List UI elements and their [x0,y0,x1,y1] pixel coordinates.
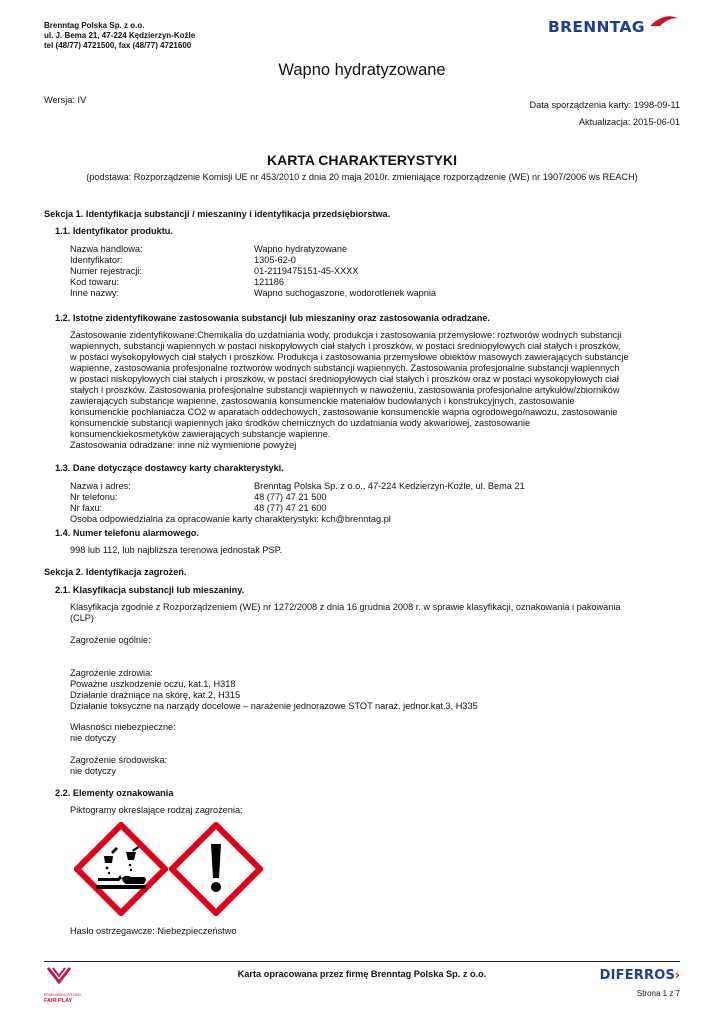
uses-line: stałych i proszków. Zastosowania profesjonalne substancji wapiennych w nawożeniu, zastosowania profesjonalne artykułów/zbiorników [70,385,620,395]
company-address: ul. J. Bema 21, 47-224 Kędzierzyn-Koźle [44,31,196,40]
classification-text [70,602,621,624]
footer-prepared-by: Karta opracowana przez firmę Brenntag Polska Sp. z o.o. [237,969,487,979]
s14-heading: 1.4. Numer telefonu alarmowego. [55,528,199,538]
brenntag-swoosh-icon [648,14,680,38]
uses-line: konsumenckie substancji wapiennych jako środków chemicznych do uzdatniania wody akwariowej, zastosowanie [70,418,531,428]
company-info [44,21,195,51]
supplier-details [70,481,525,525]
uses-line: Zastosowanie zidentyfikowane:Chemikalia do uzdatniania wody, produkcja i zastosowania przemysłowe: roztworów wodnych substancji [70,330,622,340]
product-identifiers [70,244,436,299]
uses-line: wapienne, zastosowania profesjonalne roztworów wodnych substancji wapiennych. Zastosowania profesjonalne substancji wapiennych [70,363,620,373]
id-value: Wapno suchogaszone, wodorotlenek wapnia [254,288,436,298]
physical-value: nie dotyczy [70,733,116,743]
id-row [70,255,436,266]
brenntag-logo [548,14,680,40]
uses-line: Zastosowania odradzane: inne niż wymienione powyżej [70,440,297,450]
fair-play-top: PRZEDSIĘBIORSTWO [44,993,81,997]
emergency-phone: 998 lub 112, lub najbliższa terenowa jednostak PSP. [70,545,283,555]
supplier-label: Nr faxu: [70,503,103,513]
diferros-logo [600,966,680,984]
supplier-value: Brenntag Polska Sp. z o.o., 47-224 Kedzierzyn-Koźle, ul. Bema 21 [254,481,525,491]
supplier-row [70,481,525,492]
responsible-person: Osoba odpowiedzialna za opracowanie karty charakterystyki: kch@brenntag.pl [70,514,391,524]
id-value: 121186 [254,277,284,287]
physical-hazard [70,722,176,744]
id-value: 01-2119475151-45-XXXX [254,266,359,276]
id-label: Kod towaru: [70,277,120,287]
corrosion-pictogram-icon [74,822,168,916]
fair-play-label: FAIR PLAY [44,998,73,1004]
s13-heading: 1.3. Dane dotyczące dostawcy karty charakterystyki. [55,463,284,473]
general-hazard: Zagrożenie ogólnie: [70,635,151,645]
health-heading: Zagrożenie zdrowia: [70,668,153,678]
id-label: Identyfikator: [70,255,123,265]
id-row [70,266,436,277]
classification-line: Klasyfikacja zgodnie z Rozporządzeniem (WE) nr 1272/2008 z dnia 16 grudnia 2008 r. w sprawie klasyfikacji, oznakowania i pakowania [70,602,621,612]
diferros-arrow-icon: › [675,968,680,982]
id-row [70,244,436,255]
environment-value: nie dotyczy [70,766,116,776]
brenntag-logo-text: BRENNTAG [548,18,645,36]
diferros-text: DIFERROS [599,968,676,983]
version: Wersja: IV [44,95,87,105]
exclamation-pictogram-icon [169,822,263,916]
supplier-value: 48 (77) 47 21 500 [254,492,327,502]
supplier-label: Nr telefonu: [70,492,118,502]
supplier-label: Nazwa i adres: [70,481,131,491]
signal-word: Hasło ostrzegawcze: Niebezpieczeństwo [70,926,237,936]
s22-heading: 2.2. Elementy oznakowania [55,788,174,798]
uses-line: zawierających substancje wapienne, zastosowania konsumenckie materiałów budowlanych i konstrukcyjnych, zastosowanie [70,396,575,406]
section2-heading: Sekcja 2. Identyfikacja zagrożeń. [44,567,187,577]
uses-text [70,330,690,451]
supplier-row [70,503,525,514]
doc-basis: (podstawa: Rozporządzenie Komisji UE nr 453/2010 z dnia 20 maja 2010r. zmieniające rozporządzenie (WE) nr 1907/2006 ws REACH) [86,172,638,182]
health-item: Działanie drażniące na skórę, kat.2, H315 [70,690,241,700]
footer-divider [44,961,680,962]
id-label: Numer rejestracji: [70,266,142,276]
id-value: Wapno hydratyzowane [254,244,348,254]
supplier-row [70,492,525,503]
company-phone: tel (48/77) 4721500, fax (48/77) 4721600 [44,41,192,50]
health-item: Działanie toksyczne na narządy docelowe – narażenie jednorazowe STOT naraż. jednor.kat.3, H335 [70,701,478,711]
health-hazard [70,668,478,712]
supplier-value: 48 (77) 47 21 600 [254,503,327,513]
doc-title: KARTA CHARAKTERYSTYKI [266,152,458,168]
id-label: Nazwa handlowa: [70,244,143,254]
uses-line: konsumenckiekosmetyków zawierających substancje wapienne. [70,429,331,439]
environment-heading: Zagrożenie środowiska: [70,755,168,765]
s21-heading: 2.1. Klasyfikacja substancji lub mieszaniny. [55,585,245,595]
date-updated: Aktualizacja: 2015-06-01 [578,117,680,127]
pictograms-label: Piktogramy określające rodzaj zagrożenia: [70,805,243,815]
physical-heading: Własności niebezpieczne: [70,722,176,732]
product-title: Wapno hydratyzowane [278,61,446,79]
environment-hazard [70,755,167,777]
s12-heading: 1.2. Istotne zidentyfikowane zastosowania substancji lub mieszaniny oraz zastosowania odradzane. [55,313,490,323]
uses-line: konsumenckie pochłaniacza CO2 w aparatach oddechowych, zastosowanie konsumenckie wapna ogrodowego/nawozu, zastosowanie [70,407,618,417]
uses-line: w postaci wysokopyłowych ciał stałych i proszków. Produkcja i zastosowania przemysłowe obiektów masowych zawierających substancje [70,352,629,362]
health-item: Poważne uszkodzenie oczu, kat.1, H318 [70,679,236,689]
date-created: Data sporządzenia karty: 1998-09-11 [529,100,680,110]
company-name: Brenntag Polska Sp. z o.o. [44,21,145,30]
uses-line: wapiennych, substancji wapiennych w postaci niskopyłowych ciał stałych i proszków, w postaci średniopyłowych ciał stałych i proszków, [70,341,621,351]
page-number: Strona 1 z 7 [636,989,680,998]
id-value: 1305-62-0 [254,255,296,265]
uses-line: w postaci niskopyłowych ciał stałych i proszków, w postaci średniopyłowych ciał stałych i proszków oraz w postaci wysokopyłowych ciał [70,374,619,384]
id-row [70,288,436,299]
id-label: Inne nazwy: [70,288,120,298]
s11-heading: 1.1. Identyfikator produktu. [55,226,173,236]
id-row [70,277,436,288]
section1-heading: Sekcja 1. Identyfikacja substancji / mieszaniny i identyfikacja przedsiębiorstwa. [44,209,391,219]
classification-line: (CLP) [70,613,94,623]
